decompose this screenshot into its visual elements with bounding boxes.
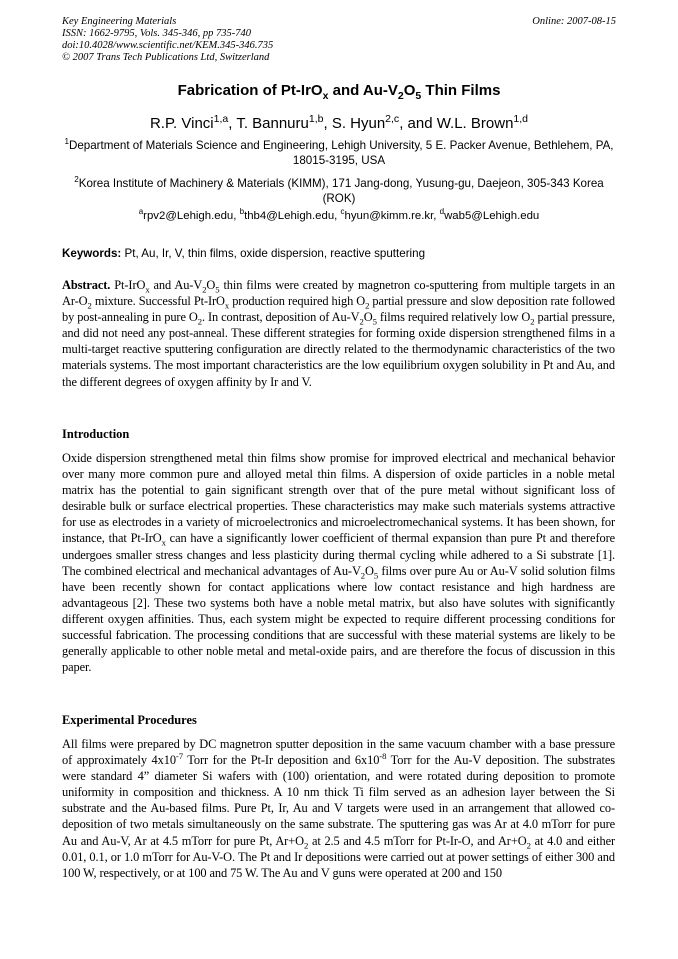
copyright-line: © 2007 Trans Tech Publications Ltd, Switzerland xyxy=(62,52,270,63)
email-sup: b xyxy=(239,207,245,217)
abstract-text: Pt-IrO xyxy=(114,278,146,292)
email-address: hyun@kimm.re.kr xyxy=(344,210,434,222)
doi-line: doi:10.4028/www.scientific.net/KEM.345-346.735 xyxy=(62,40,274,51)
author-affil-sup: 2,c xyxy=(385,113,400,125)
author-sep: , xyxy=(323,115,332,132)
abstract-sub: 2 xyxy=(197,316,202,327)
affiliation-text: Korea Institute of Machinery & Materials (KIMM), 171 Jang-dong, Yusung-gu, Daejeon, 305-343 Korea (ROK) xyxy=(78,177,604,205)
title-text: O xyxy=(403,82,416,99)
author-name: R.P. Vinci xyxy=(149,115,214,132)
author-list xyxy=(62,115,616,132)
affiliation-1 xyxy=(62,138,616,168)
abstract-sub: x xyxy=(224,300,230,311)
online-date: Online: 2007-08-15 xyxy=(532,16,616,27)
affiliation-number: 2 xyxy=(74,175,79,185)
affiliation-2 xyxy=(62,176,616,206)
introduction-heading: Introduction xyxy=(62,427,130,441)
keywords-text: Pt, Au, Ir, V, thin films, oxide dispersion, reactive sputtering xyxy=(124,247,426,260)
experimental-sup: -7 xyxy=(175,750,183,761)
abstract-sub: 2 xyxy=(365,300,370,311)
introduction-text: can have a significantly lower coefficient of thermal expansion than pure Pt and therefore undergoes smaller stress changes and less plasticity during thermal cycling while adhered to a Si substrate [1]. The combined electrical and mechanical advantages of Au-V xyxy=(62,531,615,578)
title-text: Fabrication of Pt-IrO xyxy=(177,82,323,99)
experimental-sup: -8 xyxy=(379,750,387,761)
introduction-text: Oxide dispersion strengthened metal thin films show promise for improved electrical and mechanical behavior over many more common pure and alloyed metal thin films. A dispersion of oxide particles in a noble metal matrix has the potential to gain significant strength over that of the pure metal without significant loss of desirable bulk or surface electrical properties. These characteristics may make such materials systems attractive for use as electrodes in a variety of microelectronics and microelectromechanical systems. It has been shown, for instance, that Pt-IrO xyxy=(62,451,615,546)
abstract-text: and Au-V xyxy=(149,278,203,292)
abstract-sub: 2 xyxy=(530,316,535,327)
author-name: T. Bannuru xyxy=(236,115,309,132)
abstract-text: O xyxy=(206,278,216,292)
author-affil-sup: 1,d xyxy=(513,113,529,125)
title-sub: 5 xyxy=(415,90,422,102)
experimental-text: at 4.0 and either 0.01, 0.1, or 1.0 mTorr for Au-V-O. The Pt and Ir depositions were carried out at power settings of either 300 and 100 W, respectively, or at 100 and 75 W. The Au and V guns were operated at 200 and 150 xyxy=(62,833,615,880)
email-address: wab5@Lehigh.edu xyxy=(444,210,540,222)
introduction-text: O xyxy=(365,563,374,578)
keywords xyxy=(62,247,616,260)
introduction-sub: 5 xyxy=(373,570,379,581)
experimental-sub: 2 xyxy=(303,840,309,851)
abstract-paragraph xyxy=(62,277,615,390)
abstract-text: partial pressure, and did not need any post-anneal. These different strategies for forming oxide dispersion strengthened films in a multi-target reactive sputtering configuration are directly related to the thermodynamic characteristics of the two materials systems. The most important characteristics are the low equilibrium oxygen solubility in Pt and Au, and the different degrees of oxygen affinity by Ir and V. xyxy=(62,310,615,389)
experimental-text: All films were prepared by DC magnetron sputter deposition in the same vacuum chamber with a base pressure of approximately 4x10 xyxy=(62,737,615,768)
author-affil-sup: 1,a xyxy=(213,113,229,125)
abstract-text: production required high O xyxy=(229,294,366,309)
abstract-sub: 2 xyxy=(202,284,207,295)
author-sep: , and xyxy=(399,115,437,132)
journal-header xyxy=(62,16,616,64)
experimental-text: at 2.5 and 4.5 mTorr for Pt-Ir-O, and Ar+O xyxy=(308,833,527,848)
author-affil-sup: 1,b xyxy=(308,113,324,125)
affiliation-text: Department of Materials Science and Engineering, Lehigh University, 5 E. Packer Avenue, Bethlehem, PA, 18015-3195, USA xyxy=(68,139,614,167)
paper-title xyxy=(62,82,616,102)
experimental-sub: 2 xyxy=(526,840,531,851)
experimental-text: Torr for the Au-V deposition. The substrates were standard 4” diameter Si wafers with (100) orientation, and were rotated during deposition to promote uniformity in composition and thickness. A 10 nm thick Ti film served as an adhesion layer between the Si substrate and the Au-based films. Pure Pt, Ir, Au and V targets were used in an arrangement that allowed co-deposition of two metals simultaneously on the same substrate. The sputtering gas was Ar at 4.0 mTorr for pure Au and Au-V, Ar at 4.5 mTorr for pure Pt, Ar+O xyxy=(62,753,615,848)
introduction-text: films over pure Au or Au-V solid solution films have been recently shown for contact applications where low contact resistance and high hardness are advantageous [2]. These two systems both have a noble metal matrix, but also have solutes with significantly different oxygen affinities. Thus, each system might be expected to require different processing conditions for successful fabrication. The processing conditions that are successful with these material systems are likely to be generally applicable to other noble metal and metal-oxide pairs, and are therefore the focus of discussion in this paper. xyxy=(62,563,615,675)
introduction-sub: x xyxy=(161,537,166,548)
abstract-sub: 5 xyxy=(215,284,220,295)
abstract-label: Abstract. xyxy=(62,278,111,292)
keywords-label: Keywords: xyxy=(62,247,122,260)
title-text: and Au-V xyxy=(328,82,398,99)
abstract-text: thin films were created by magnetron co-sputtering from multiple targets in an Ar-O xyxy=(62,278,615,309)
author-name: S. Hyun xyxy=(331,115,386,132)
title-sub: x xyxy=(322,90,329,102)
email-list: $^a$rpv2@Lehigh.edu, $^b$thb4@Lehigh.edu, $^c$hyun@kimm.re.kr, $^d$wab5@Lehigh.edu xyxy=(138,207,540,222)
abstract-text: partial pressure and slow deposition rate followed by post-annealing in pure O xyxy=(62,294,615,325)
experimental-text: Torr for the Pt-Ir deposition and 6x10 xyxy=(182,753,380,768)
abstract-sub: 5 xyxy=(372,316,377,327)
issn-line: ISSN: 1662-9795, Vols. 345-346, pp 735-740 xyxy=(62,28,251,39)
affiliation-number: 1 xyxy=(64,137,69,147)
introduction-sub: 2 xyxy=(360,570,366,581)
journal-name: Key Engineering Materials xyxy=(62,16,177,27)
abstract-text: films required relatively low O xyxy=(376,310,531,325)
email-sup: a xyxy=(138,207,144,217)
email-address: rpv2@Lehigh.edu xyxy=(143,210,234,222)
experimental-paragraph xyxy=(62,736,615,881)
email-sup: c xyxy=(340,207,345,217)
author-name: W.L. Brown xyxy=(436,115,514,132)
experimental-heading: Experimental Procedures xyxy=(62,713,197,727)
author-sep: , xyxy=(228,115,237,132)
email-address: thb4@Lehigh.edu xyxy=(244,210,335,222)
title-sub: 2 xyxy=(397,90,404,102)
abstract-text: O xyxy=(363,310,373,325)
abstract-sub: 2 xyxy=(359,316,364,327)
introduction-paragraph xyxy=(62,450,615,675)
abstract-text: . In contrast, deposition of Au-V xyxy=(201,310,360,325)
title-text: Thin Films xyxy=(421,82,501,99)
email-sup: d xyxy=(439,207,445,217)
abstract-text: mixture. Successful Pt-IrO xyxy=(91,294,225,309)
abstract-sub: 2 xyxy=(87,300,92,311)
abstract-sub: x xyxy=(145,284,150,295)
